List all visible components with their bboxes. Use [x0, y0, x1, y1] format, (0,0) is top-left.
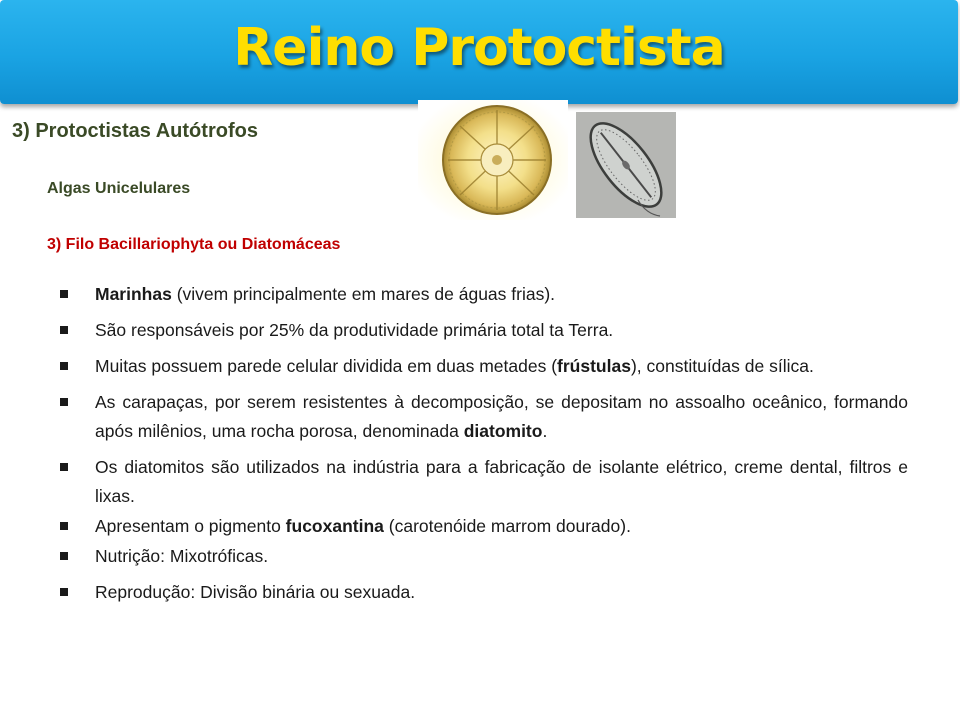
square-bullet-icon [60, 398, 68, 406]
square-bullet-icon [60, 588, 68, 596]
centric-diatom-illustration [418, 100, 568, 220]
slide-title: Reino Protoctista [233, 18, 725, 78]
title-banner [0, 0, 958, 104]
list-item: Marinhas (vivem principalmente em mares de águas frias). [60, 280, 908, 309]
list-item: Apresentam o pigmento fucoxantina (carotenóide marrom dourado). [60, 512, 908, 541]
list-item: Nutrição: Mixotróficas. [60, 542, 908, 571]
square-bullet-icon [60, 290, 68, 298]
square-bullet-icon [60, 522, 68, 530]
pennate-diatom-illustration [576, 112, 676, 218]
square-bullet-icon [60, 326, 68, 334]
square-bullet-icon [60, 362, 68, 370]
list-item: Os diatomitos são utilizados na indústria para a fabricação de isolante elétrico, creme dental, filtros e lixas. [60, 453, 908, 511]
square-bullet-icon [60, 463, 68, 471]
pennate-diatom-image [576, 112, 676, 218]
section-heading: 3) Protoctistas Autótrofos [12, 120, 258, 142]
list-item: Reprodução: Divisão binária ou sexuada. [60, 578, 908, 607]
subheading: Algas Unicelulares [47, 180, 191, 197]
phylum-heading: 3) Filo Bacillariophyta ou Diatomáceas [47, 236, 341, 253]
list-item: São responsáveis por 25% da produtividade primária total ta Terra. [60, 316, 908, 345]
list-item: Muitas possuem parede celular dividida em duas metades (frústulas), constituídas de sílica. [60, 352, 908, 381]
list-item: As carapaças, por serem resistentes à decomposição, se depositam no assoalho oceânico, formando após milênios, uma rocha porosa, denominada diatomito. [60, 388, 908, 446]
square-bullet-icon [60, 552, 68, 560]
bullet-list [60, 280, 908, 614]
centric-diatom-image [418, 100, 568, 220]
